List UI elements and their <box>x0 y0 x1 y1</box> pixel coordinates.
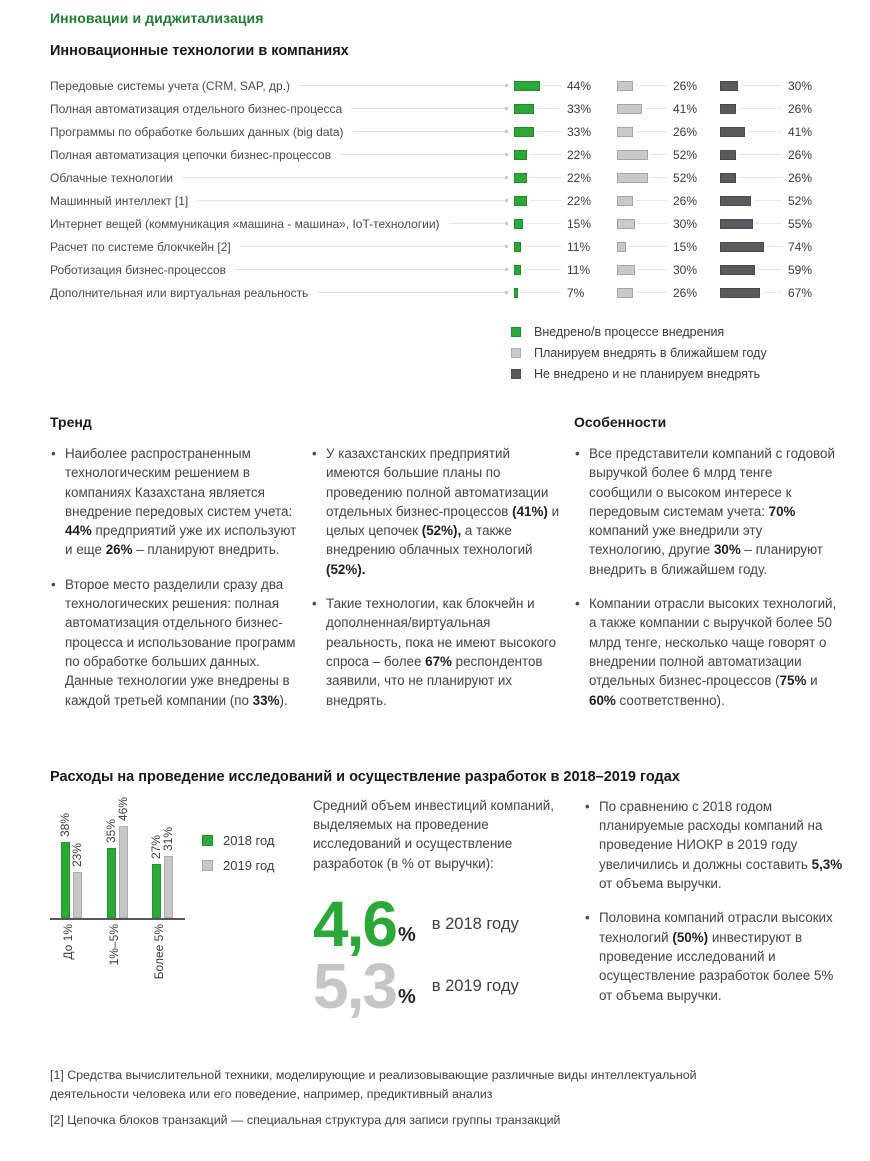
tech-bar <box>514 265 521 275</box>
trend-bullets <box>50 444 298 710</box>
legend-item <box>202 858 275 873</box>
leader-line <box>526 223 561 224</box>
legend-item <box>511 325 838 339</box>
trend-column <box>50 414 298 725</box>
leader-line <box>636 292 667 293</box>
tech-row-label: Машинный интеллект [1] <box>50 193 189 208</box>
tech-row <box>50 281 838 304</box>
tech-bar <box>514 173 527 183</box>
tech-bar-cell <box>514 240 617 254</box>
tech-row <box>50 120 838 143</box>
mini-bar <box>73 872 82 918</box>
tech-bar-value: 67% <box>788 285 813 300</box>
tech-row-label: Полная автоматизация цепочки бизнес-процессов <box>50 147 332 162</box>
bullet-item: • Компании отрасли высоких технологий, а также компании с выручкой более 50 млрд тенге, несколько чаще говорят о внедрении полной автоматизации отдельных бизнес-процессов (75% и 60% соответственно). <box>574 594 838 710</box>
tech-bar-zone <box>720 81 788 91</box>
mini-bar-value: 46% <box>116 796 130 821</box>
tech-bar-cell <box>617 217 720 231</box>
tech-bar-value: 52% <box>673 170 698 185</box>
tech-bar-value: 41% <box>673 101 698 116</box>
tech-bar-cell <box>720 194 838 208</box>
tech-bar-cell <box>514 286 617 300</box>
tech-bar-value: 33% <box>567 124 592 139</box>
tech-bar-cell <box>617 263 720 277</box>
leader-line <box>754 200 782 201</box>
tech-row <box>50 212 838 235</box>
leader-line <box>756 223 782 224</box>
stat-label: в 2019 году <box>431 977 519 996</box>
plans-heading-spacer <box>311 414 561 436</box>
tech-bar-value: 52% <box>673 147 698 162</box>
leader-line <box>748 131 782 132</box>
leader-line <box>240 246 507 247</box>
mini-category-label: Более 5% <box>152 923 166 980</box>
tech-bar-zone <box>617 150 673 160</box>
leader-line <box>449 223 507 224</box>
tech-row-label: Расчет по системе блокчкейн [2] <box>50 239 231 254</box>
tech-bar <box>617 173 648 183</box>
tech-bar <box>720 150 736 160</box>
tech-bar-cell <box>720 240 838 254</box>
mini-bar-value: 31% <box>161 826 175 851</box>
rnd-bullets-column <box>584 791 848 1020</box>
stat-item <box>313 888 571 961</box>
tech-bar-value: 22% <box>567 147 592 162</box>
tech-bar-zone <box>514 81 567 91</box>
tech-bar <box>720 219 753 229</box>
tech-bar-cell <box>617 125 720 139</box>
tech-bar-value: 26% <box>673 285 698 300</box>
tech-bar-value: 26% <box>788 147 813 162</box>
tech-bar-value: 26% <box>673 124 698 139</box>
stat-item <box>313 950 571 1023</box>
tech-row-label: Программы по обработке больших данных (big data) <box>50 124 344 139</box>
leader-line <box>530 177 561 178</box>
tech-row <box>50 258 838 281</box>
legend-swatch <box>202 835 213 846</box>
tech-bar-zone <box>720 150 788 160</box>
footnote: [2] Цепочка блоков транзакций — специальная структура для записи группы транзакций <box>50 1113 561 1128</box>
tech-bar-cell <box>617 102 720 116</box>
leader-line <box>340 154 507 155</box>
mini-bar <box>107 848 116 918</box>
insight-columns <box>50 414 838 725</box>
tech-bar-zone <box>720 265 788 275</box>
tech-bar-value: 41% <box>788 124 813 139</box>
tech-bar-zone <box>514 127 567 137</box>
tech-bar-value: 30% <box>788 78 813 93</box>
tech-bar-cell <box>514 171 617 185</box>
tech-row <box>50 166 838 189</box>
footnote: [1] Средства вычислительной техники, моделирующие и реализовывающие различные виды интеллектуальной деятельности человека или его поведение, например, предиктивный анализ <box>50 1067 697 1102</box>
leader-line <box>299 85 507 86</box>
tech-row <box>50 74 838 97</box>
tech-row-label: Полная автоматизация отдельного бизнес-процесса <box>50 101 343 116</box>
tech-row-label: Дополнительная или виртуальная реальность <box>50 285 309 300</box>
tech-bar <box>720 265 755 275</box>
tech-bar-zone <box>514 196 567 206</box>
legend-swatch <box>511 369 521 379</box>
tech-bar-cell <box>720 171 838 185</box>
stat-unit: % <box>397 924 416 947</box>
mini-bar <box>61 842 70 918</box>
stat-value: 5,3 <box>313 950 396 1023</box>
stat-unit: % <box>397 986 416 1009</box>
tech-bar-value: 33% <box>567 101 592 116</box>
bullet-item: • По сравнению с 2018 годом планируемые расходы компаний на проведение НИОКР в 2019 году увеличились и должны составить 5,3% от объема выручки. <box>584 797 848 893</box>
tech-bar <box>617 150 648 160</box>
tech-bar-cell <box>514 263 617 277</box>
tech-bar-zone <box>720 104 788 114</box>
tech-bar <box>617 288 633 298</box>
legend-label: Планируем внедрять в ближайшем году <box>534 346 767 360</box>
rnd-section <box>50 791 843 1023</box>
tech-bar-value: 55% <box>788 216 813 231</box>
leader-line <box>739 108 782 109</box>
leader-line <box>530 200 561 201</box>
bullet-item: • Все представители компаний с годовой выручкой более 6 млрд тенге сообщили о высоком интересе к передовым системам учета: 70% компаний уже внедрили эту технологию, другие 30% – планируют внедрить в ближайшем году. <box>574 444 838 579</box>
tech-bar-value: 52% <box>788 193 813 208</box>
rnd-stats <box>313 888 571 1023</box>
legend-label: 2019 год <box>223 857 275 873</box>
leader-line <box>537 108 561 109</box>
tech-bar-zone <box>617 242 673 252</box>
tech-bar-value: 44% <box>567 78 592 93</box>
tech-bar <box>514 242 521 252</box>
features-column <box>574 414 838 725</box>
mini-bar <box>164 856 173 918</box>
leader-line <box>524 246 561 247</box>
mini-category-label: 1%–5% <box>107 923 121 966</box>
tech-bar-cell <box>617 286 720 300</box>
rnd-section-title: Расходы на проведение исследований и осуществление разработок в 2018–2019 годах <box>50 768 680 785</box>
tech-bar-value: 26% <box>788 170 813 185</box>
mini-category-label: До 1% <box>61 923 75 960</box>
tech-bar-cell <box>514 217 617 231</box>
leader-line <box>638 269 667 270</box>
tech-bar-value: 11% <box>567 239 591 254</box>
tech-bar-zone <box>720 196 788 206</box>
leader-line <box>767 246 782 247</box>
tech-bar-value: 26% <box>673 193 698 208</box>
tech-bar-zone <box>617 104 673 114</box>
tech-bar-zone <box>720 219 788 229</box>
tech-row-label: Облачные технологии <box>50 170 173 185</box>
leader-line <box>353 131 507 132</box>
leader-line <box>651 154 667 155</box>
legend-label: Внедрено/в процессе внедрения <box>534 325 725 339</box>
tech-bar <box>514 127 534 137</box>
tech-bar-zone <box>617 196 673 206</box>
tech-bar-zone <box>514 242 567 252</box>
footnotes <box>50 1066 715 1131</box>
leader-line <box>651 177 667 178</box>
tech-bar-cell <box>514 102 617 116</box>
plans-bullets <box>311 444 561 710</box>
bullet-item: • У казахстанских предприятий имеются большие планы по проведению полной автоматизации отдельных бизнес-процессов (41%) и целых цепочек (52%), а также внедрению облачных технологий (52%). <box>311 444 561 579</box>
tech-bar <box>617 242 626 252</box>
tech-row <box>50 189 838 212</box>
tech-bar-value: 15% <box>673 239 698 254</box>
mini-bar-value: 23% <box>70 842 84 867</box>
tech-bar-cell <box>720 102 838 116</box>
tech-bar-value: 30% <box>673 216 698 231</box>
tech-bar <box>514 81 540 91</box>
tech-bar <box>617 265 635 275</box>
tech-bar-value: 26% <box>673 78 698 93</box>
tech-bar-value: 22% <box>567 193 592 208</box>
tech-bar <box>720 288 760 298</box>
tech-bar-cell <box>617 148 720 162</box>
tech-bar-cell <box>720 79 838 93</box>
bullet-item: • Второе место разделили сразу два технологических решения: полная автоматизация отдельного бизнес-процесса и использование программ по обработке больших данных. Данные технологии уже внедрены в каждой третьей компании (по 33%). <box>50 575 298 710</box>
tech-bar-zone <box>514 150 567 160</box>
leader-line <box>235 269 507 270</box>
tech-bar-value: 26% <box>788 101 813 116</box>
plans-column <box>311 414 561 725</box>
leader-line <box>741 85 782 86</box>
tech-bar-zone <box>617 81 673 91</box>
tech-bar-zone <box>617 219 673 229</box>
leader-line <box>739 177 782 178</box>
leader-line <box>638 223 667 224</box>
tech-bar <box>720 242 764 252</box>
legend-swatch <box>511 327 521 337</box>
tech-bar-zone <box>617 173 673 183</box>
leader-line <box>537 131 561 132</box>
mini-bar-value: 38% <box>58 812 72 837</box>
leader-line <box>521 292 561 293</box>
tech-bar <box>617 127 633 137</box>
tech-legend <box>511 325 838 381</box>
leader-line <box>645 108 667 109</box>
stat-label: в 2018 году <box>431 915 519 934</box>
tech-bar <box>720 127 745 137</box>
bullet-item: • Такие технологии, как блокчейн и дополненная/виртуальная реальность, пока не имеют высокого спроса – более 67% респондентов заявили, что не планируют их внедрять. <box>311 594 561 710</box>
tech-bar-zone <box>720 173 788 183</box>
tech-bar <box>720 104 736 114</box>
rnd-legend <box>202 833 275 883</box>
x-axis <box>50 918 185 920</box>
tech-bar-zone <box>720 127 788 137</box>
tech-bar-cell <box>617 194 720 208</box>
leader-line <box>543 85 561 86</box>
tech-bar-cell <box>617 171 720 185</box>
leader-line <box>758 269 782 270</box>
tech-bar-value: 22% <box>567 170 592 185</box>
legend-item <box>202 833 275 848</box>
tech-row-label: Передовые системы учета (CRM, SAP, др.) <box>50 78 291 93</box>
leader-line <box>317 292 507 293</box>
section-kicker: Инновации и диджитализация <box>50 10 264 26</box>
tech-row-label: Роботизация бизнес-процессов <box>50 262 227 277</box>
tech-bar-zone <box>514 265 567 275</box>
tech-chart-rows <box>50 74 838 304</box>
tech-bar-zone <box>617 127 673 137</box>
legend-item <box>511 367 838 381</box>
tech-bar-cell <box>514 148 617 162</box>
tech-row <box>50 143 838 166</box>
legend-label: Не внедрено и не планируем внедрять <box>534 367 761 381</box>
legend-item <box>511 346 838 360</box>
tech-bar-value: 7% <box>567 285 585 300</box>
mini-bar <box>119 826 128 918</box>
tech-bar-cell <box>720 148 838 162</box>
tech-bar-zone <box>514 104 567 114</box>
tech-bar-value: 11% <box>567 262 591 277</box>
legend-swatch <box>511 348 521 358</box>
tech-bar-cell <box>720 286 838 300</box>
tech-bar <box>617 81 633 91</box>
leader-line <box>636 200 667 201</box>
tech-row <box>50 97 838 120</box>
tech-bar-cell <box>514 125 617 139</box>
tech-bar <box>720 196 751 206</box>
stat-value: 4,6 <box>313 888 396 961</box>
bullet-item: • Половина компаний отрасли высоких технологий (50%) инвестируют в проведение исследований и осуществление разработок более 5% от объема выручки. <box>584 908 848 1004</box>
leader-line <box>351 108 507 109</box>
bullet-item: • Наиболее распространенным технологическим решением в компаниях Казахстана является внедрение передовых систем учета: 44% предприятий уже их используют и еще 26% – планируют внедрить. <box>50 444 298 560</box>
tech-chart-title: Инновационные технологии в компаниях <box>50 43 349 59</box>
tech-bar <box>514 219 523 229</box>
mini-bar-value: 35% <box>104 818 118 843</box>
tech-bar-zone <box>514 173 567 183</box>
tech-bar-value: 74% <box>788 239 813 254</box>
leader-line <box>636 131 667 132</box>
tech-bar-zone <box>720 288 788 298</box>
tech-bar-cell <box>720 263 838 277</box>
tech-bar-zone <box>617 265 673 275</box>
features-heading: Особенности <box>574 414 667 430</box>
tech-bar-cell <box>617 79 720 93</box>
leader-line <box>629 246 667 247</box>
tech-bar-value: 15% <box>567 216 592 231</box>
leader-line <box>739 154 782 155</box>
tech-bar-value: 59% <box>788 262 813 277</box>
tech-bar <box>617 219 635 229</box>
tech-bar-cell <box>514 79 617 93</box>
rnd-bullets <box>584 797 848 1005</box>
tech-bar-zone <box>617 288 673 298</box>
tech-bar <box>514 104 534 114</box>
tech-bar <box>514 196 527 206</box>
rnd-middle-column <box>313 791 571 1023</box>
tech-row-label: Интернет вещей (коммуникация «машина - машина», IoT-технологии) <box>50 216 440 231</box>
leader-line <box>182 177 507 178</box>
leader-line <box>530 154 561 155</box>
features-bullets <box>574 444 838 710</box>
leader-line <box>636 85 667 86</box>
tech-bar-cell <box>720 125 838 139</box>
tech-bar <box>617 196 633 206</box>
tech-bar <box>617 104 642 114</box>
rnd-intro: Средний объем инвестиций компаний, выделяемых на проведение исследований и осуществление разработок (в % от выручки): <box>313 797 554 871</box>
leader-line <box>524 269 561 270</box>
tech-bar-zone <box>720 242 788 252</box>
tech-bar-zone <box>514 219 567 229</box>
tech-bar-cell <box>514 194 617 208</box>
tech-bar <box>514 288 518 298</box>
legend-label: 2018 год <box>223 832 275 848</box>
leader-line <box>763 292 782 293</box>
tech-bar <box>514 150 527 160</box>
trend-heading: Тренд <box>50 414 92 430</box>
tech-bar-cell <box>617 240 720 254</box>
tech-bar <box>720 173 736 183</box>
tech-bar <box>720 81 738 91</box>
rnd-chart <box>50 791 300 1006</box>
tech-bar-value: 30% <box>673 262 698 277</box>
legend-swatch <box>202 860 213 871</box>
tech-bar-zone <box>514 288 567 298</box>
mini-bar <box>152 864 161 918</box>
mini-bar-value: 27% <box>149 834 163 859</box>
leader-line <box>197 200 507 201</box>
tech-bar-cell <box>720 217 838 231</box>
tech-row <box>50 235 838 258</box>
